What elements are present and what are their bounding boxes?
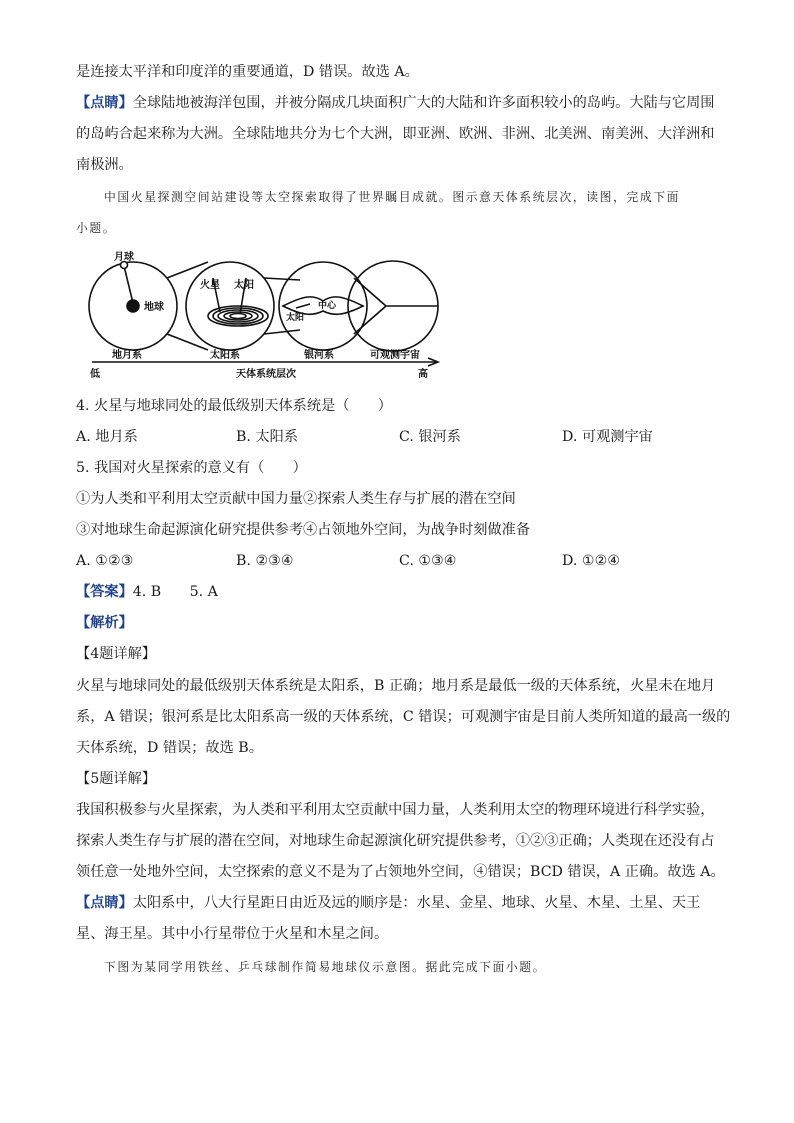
question-intro: 小题。 xyxy=(76,221,117,235)
text-line: 火星与地球同处的最低级别天体系统是太阳系，B 正确；地月系是最低一级的天体系统，火星未在地月 xyxy=(76,678,716,694)
text-line: 的岛屿合起来称为大洲。全球陆地共分为七个大洲，即亚洲、欧洲、非洲、北美洲、南美洲、大洋洲和 xyxy=(76,126,715,142)
question-5: 5. 我国对火星探索的意义有（ ） xyxy=(76,460,307,476)
caption-earth-moon: 地月系 xyxy=(112,350,142,361)
label-sun-galaxy: 太阳 xyxy=(286,313,305,323)
label-sun: 太阳 xyxy=(234,280,254,291)
question-5-statements: ①为人类和平利用太空贡献中国力量②探索人类生存与扩展的潜在空间 xyxy=(76,491,516,507)
label-moon: 月球 xyxy=(114,252,134,263)
text-line: 星、海王星。其中小行星带位于火星和木星之间。 xyxy=(76,926,389,942)
tip-tag: 【点睛】 xyxy=(76,895,133,911)
q5-option-a: A. ①②③ xyxy=(76,553,134,569)
axis-high-label: 高 xyxy=(418,369,428,380)
q4-option-d: D. 可观测宇宙 xyxy=(562,429,653,445)
caption-observable-universe: 可观测宇宙 xyxy=(370,350,420,361)
analysis-heading: 【解析】 xyxy=(76,615,133,631)
answer-line: 【答案】4. B 5. A xyxy=(76,584,218,600)
text-line: 系，A 错误；银河系是比太阳系高一级的天体系统，C 错误；可观测宇宙是目前人类所知道的最高一级的 xyxy=(76,709,731,725)
q4-option-c: C. 银河系 xyxy=(399,429,461,445)
label-mars: 火星 xyxy=(200,280,220,291)
q4-option-b: B. 太阳系 xyxy=(236,429,299,445)
question-intro: 中国火星探测空间站建设等太空探索取得了世界瞩目成就。图示意天体系统层次，读图，完成下面 xyxy=(104,190,681,204)
text-line: 南极洲。 xyxy=(76,157,133,173)
caption-solar-system: 太阳系 xyxy=(210,350,240,361)
text-line: 领任意一处地外空间，太空探索的意义不是为了占领地外空间，④错误；BCD 错误，A 正确。故选 A。 xyxy=(76,864,725,880)
tip-tag: 【点睛】 xyxy=(76,95,133,111)
axis-low-label: 低 xyxy=(90,369,100,380)
label-earth: 地球 xyxy=(144,302,164,313)
text-line: 【点睛】太阳系中，八大行星距日由近及远的顺序是：水星、金星、地球、火星、木星、土星、天王 xyxy=(76,895,701,911)
text-line: 我国积极参与火星探索，为人类和平利用太空贡献中国力量，人类利用太空的物理环境进行科学实验， xyxy=(76,802,715,818)
text-line: 【点睛】全球陆地被海洋包围，并被分隔成几块面积广大的大陆和许多面积较小的岛屿。大陆与它周围 xyxy=(76,95,715,111)
text-line: 探索人类生存与扩展的潜在空间，对地球生命起源演化研究提供参考，①②③正确；人类现在还没有占 xyxy=(76,833,715,849)
q5-option-c: C. ①③④ xyxy=(399,553,457,569)
celestial-system-diagram xyxy=(88,248,450,382)
caption-galaxy: 银河系 xyxy=(304,350,334,361)
question-5-statements: ③对地球生命起源演化研究提供参考④占领地外空间，为战争时刻做准备 xyxy=(76,522,531,538)
text-line: 是连接太平洋和印度洋的重要通道，D 错误。故选 A。 xyxy=(76,64,419,80)
earth-dot xyxy=(127,300,139,312)
detail-5-heading: 【5题详解】 xyxy=(76,771,156,787)
detail-4-heading: 【4题详解】 xyxy=(76,646,156,662)
q5-option-b: B. ②③④ xyxy=(236,553,294,569)
text-line: 天体系统，D 错误；故选 B。 xyxy=(76,740,263,756)
label-center: 中心 xyxy=(318,301,337,311)
q4-option-a: A. 地月系 xyxy=(76,429,138,445)
answer-tag: 【答案】 xyxy=(76,584,133,600)
q5-option-d: D. ①②④ xyxy=(562,553,621,569)
question-intro: 下图为某同学用铁丝、乒乓球制作简易地球仪示意图。据此完成下面小题。 xyxy=(104,960,547,974)
question-4: 4. 火星与地球同处的最低级别天体系统是（ ） xyxy=(76,398,392,414)
axis-title: 天体系统层次 xyxy=(236,369,296,380)
